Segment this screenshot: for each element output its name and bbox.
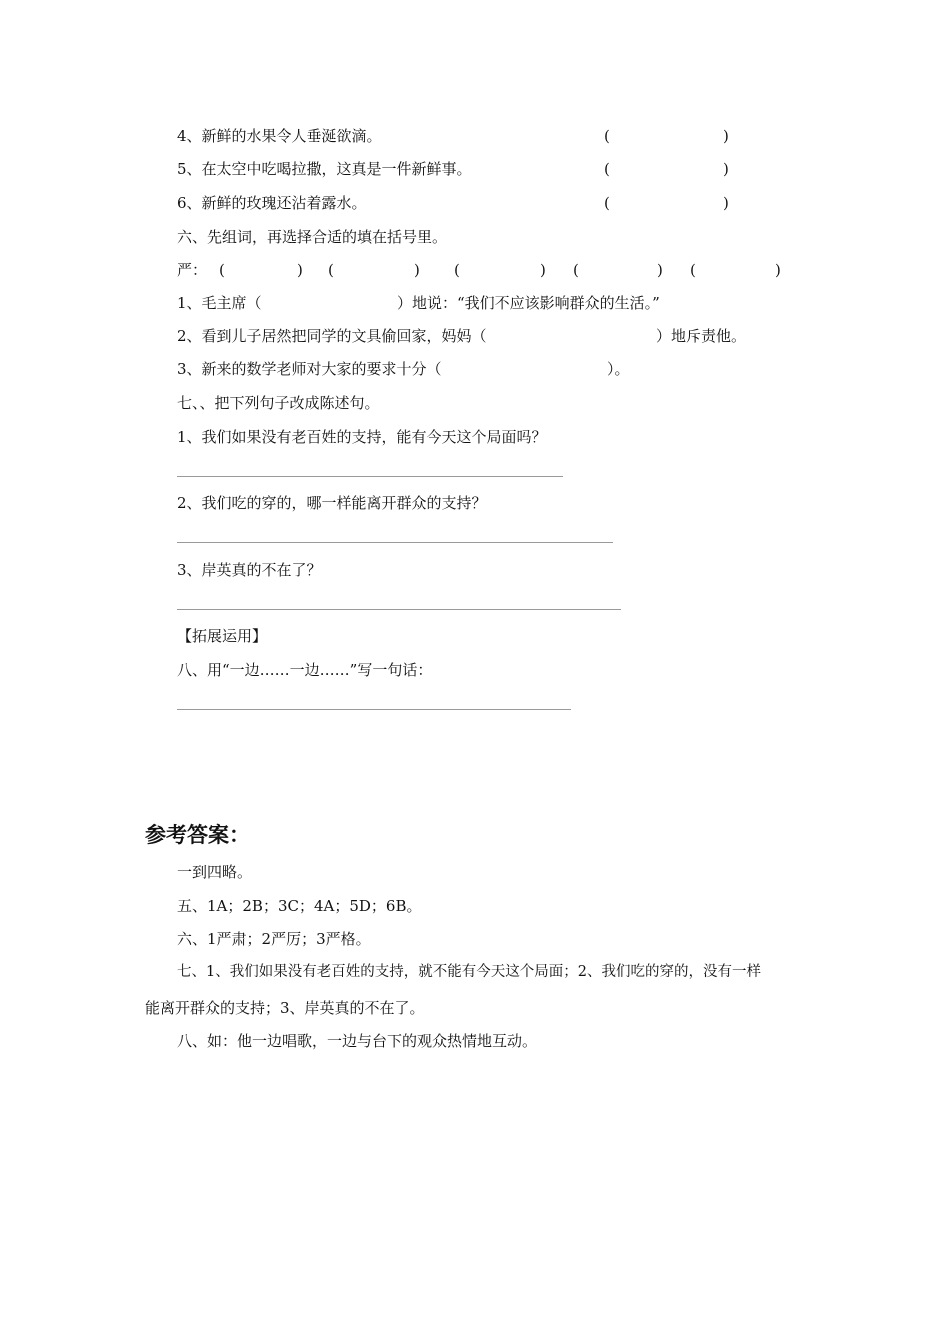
answer-paren-open: ( xyxy=(604,194,610,212)
section6-q2-end: ）地斥责他。 xyxy=(656,327,747,345)
extension-header: 【拓展运用】 xyxy=(177,627,268,645)
section6-q2-start: 2、看到儿子居然把同学的文具偷回家，妈妈（ xyxy=(177,327,487,345)
section7-q3: 3、岸英真的不在了？ xyxy=(177,561,322,579)
answer-line xyxy=(177,709,571,710)
blank-paren-open: ( xyxy=(690,261,696,279)
answer-paren-close: ) xyxy=(723,194,729,212)
section6-q1-end: ）地说：“我们不应该影响群众的生活。” xyxy=(397,294,660,312)
answer-8: 八、如：他一边唱歌，一边与台下的观众热情地互动。 xyxy=(177,1032,538,1050)
section6-q3-end: ）。 xyxy=(607,360,630,378)
answer-7-line2: 能离开群众的支持；3、岸英真的不在了。 xyxy=(145,999,425,1017)
section6-title: 六、先组词，再选择合适的填在括号里。 xyxy=(177,228,448,246)
answer-5: 五、1A；2B；3C；4A；5D；6B。 xyxy=(177,897,422,915)
blank-paren-open: ( xyxy=(573,261,579,279)
answer-paren-open: ( xyxy=(604,160,610,178)
answer-line xyxy=(177,542,613,543)
answer-paren-close: ) xyxy=(723,127,729,145)
section7-q2: 2、我们吃的穿的，哪一样能离开群众的支持？ xyxy=(177,494,487,512)
section5-item-4: 4、新鲜的水果令人垂涎欲滴。 xyxy=(177,127,382,145)
blank-paren-close: ) xyxy=(540,261,546,279)
section5-item-5: 5、在太空中吃喝拉撒，这真是一件新鲜事。 xyxy=(177,160,472,178)
section6-q3-start: 3、新来的数学老师对大家的要求十分（ xyxy=(177,360,442,378)
blank-paren-open: ( xyxy=(328,261,334,279)
section8-question: 八、用“一边……一边……”写一句话： xyxy=(177,661,433,679)
blank-paren-open: ( xyxy=(454,261,460,279)
section7-title: 七、、把下列句子改成陈述句。 xyxy=(177,394,380,412)
answer-paren-close: ) xyxy=(723,160,729,178)
answer-line xyxy=(177,609,621,610)
answer-6: 六、1严肃；2严厉；3严格。 xyxy=(177,930,371,948)
blank-paren-close: ) xyxy=(414,261,420,279)
blank-paren-close: ) xyxy=(657,261,663,279)
blank-paren-close: ) xyxy=(775,261,781,279)
blank-paren-close: ) xyxy=(297,261,303,279)
answer-7-line1: 七、1、我们如果没有老百姓的支持，就不能有今天这个局面；2、我们吃的穿的，没有一样 xyxy=(177,964,761,980)
section6-q1-start: 1、毛主席（ xyxy=(177,294,262,312)
section7-q1: 1、我们如果没有老百姓的支持，能有今天这个局面吗？ xyxy=(177,428,547,446)
word-label: 严： xyxy=(177,261,208,279)
answer-line xyxy=(177,476,563,477)
section5-item-6: 6、新鲜的玫瑰还沾着露水。 xyxy=(177,194,367,212)
answer-paren-open: ( xyxy=(604,127,610,145)
answer-1: 一到四略。 xyxy=(177,863,253,881)
answers-title: 参考答案： xyxy=(145,823,250,847)
blank-paren-open: ( xyxy=(219,261,225,279)
